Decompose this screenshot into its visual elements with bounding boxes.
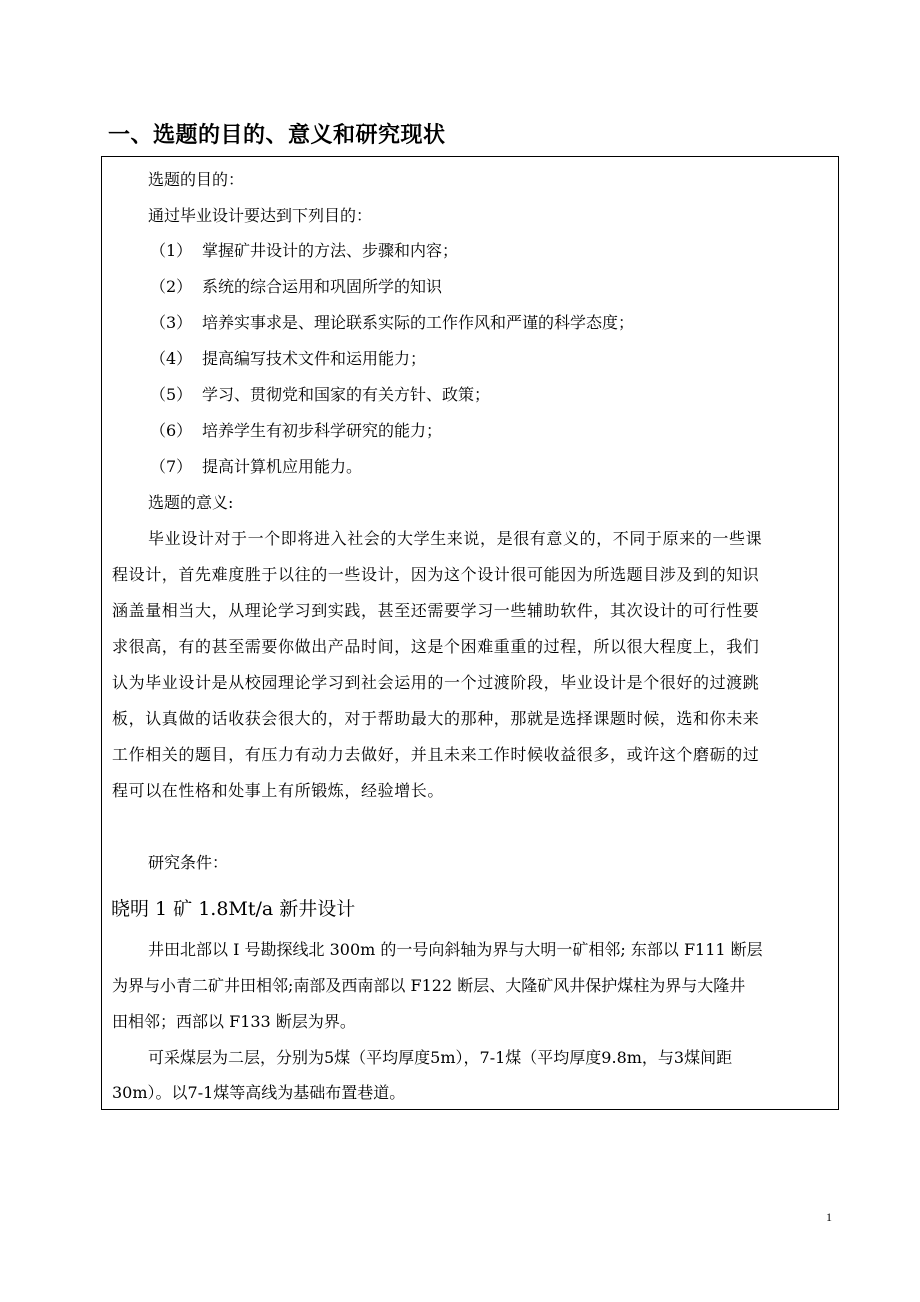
boundary-line: 为界与小青二矿井田相邻;南部及西南部以 F122 断层、大隆矿风井保护煤柱为界与大隆井 — [112, 976, 746, 995]
purpose-item-5-num: （5） — [150, 385, 193, 404]
purpose-item-3-text: 培养实事求是、理论联系实际的工作作风和严谨的科学态度； — [202, 313, 635, 332]
content-box — [101, 156, 839, 1110]
boundary-line: 井田北部以 I 号勘探线北 300m 的一号向斜轴为界与大明一矿相邻; 东部以 F111 断层 — [148, 940, 763, 959]
significance-line: 求很高，有的甚至需要你做出产品时间，这是个困难重重的过程，所以很大程度上，我们 — [112, 637, 760, 656]
significance-title: 选题的意义: — [148, 493, 234, 512]
page-number: 1 — [826, 1210, 832, 1224]
purpose-title: 选题的目的： — [148, 170, 245, 189]
significance-line: 程可以在性格和处事上有所锻炼，经验增长。 — [112, 781, 445, 800]
purpose-item-7-text: 提高计算机应用能力。 — [202, 457, 363, 476]
project-title: 晓明 1 矿 1.8Mt/a 新井设计 — [111, 898, 356, 920]
purpose-intro: 通过毕业设计要达到下列目的： — [148, 206, 373, 225]
significance-line: 程设计，首先难度胜于以往的一些设计，因为这个设计很可能因为所选题目涉及到的知识 — [112, 565, 760, 584]
purpose-item-2-num: （2） — [150, 277, 193, 296]
purpose-item-6-num: （6） — [150, 421, 193, 440]
conditions-title: 研究条件： — [148, 853, 229, 872]
purpose-item-1-num: （1） — [150, 241, 193, 260]
significance-line: 板，认真做的话收获会很大的，对于帮助最大的那种，那就是选择课题时候，选和你未来 — [112, 709, 760, 728]
significance-line: 工作相关的题目，有压力有动力去做好，并且未来工作时候收益很多，或许这个磨砺的过 — [112, 745, 760, 764]
purpose-item-4-num: （4） — [150, 349, 193, 368]
purpose-item-7-num: （7） — [150, 457, 193, 476]
purpose-item-6-text: 培养学生有初步科学研究的能力； — [202, 421, 443, 440]
purpose-item-1-text: 掌握矿井设计的方法、步骤和内容； — [202, 241, 459, 260]
seam-line: 可采煤层为二层，分别为5煤（平均厚度5m），7-1煤（平均厚度9.8m，与3煤间距 — [148, 1048, 733, 1067]
purpose-item-5-text: 学习、贯彻党和国家的有关方针、政策； — [202, 385, 491, 404]
purpose-item-3-num: （3） — [150, 313, 193, 332]
significance-line: 认为毕业设计是从校园理论学习到社会运用的一个过渡阶段，毕业设计是个很好的过渡跳 — [112, 673, 760, 692]
significance-line: 毕业设计对于一个即将进入社会的大学生来说，是很有意义的，不同于原来的一些课 — [148, 529, 763, 548]
purpose-item-2-text: 系统的综合运用和巩固所学的知识 — [202, 277, 443, 296]
purpose-item-4-text: 提高编写技术文件和运用能力； — [202, 349, 427, 368]
seam-line: 30m）。以7-1煤等高线为基础布置巷道。 — [112, 1083, 406, 1102]
significance-line: 涵盖量相当大，从理论学习到实践，甚至还需要学习一些辅助软件，其次设计的可行性要 — [112, 601, 760, 620]
boundary-line: 田相邻；西部以 F133 断层为界。 — [112, 1012, 356, 1031]
section-heading: 一、选题的目的、意义和研究现状 — [108, 123, 446, 148]
